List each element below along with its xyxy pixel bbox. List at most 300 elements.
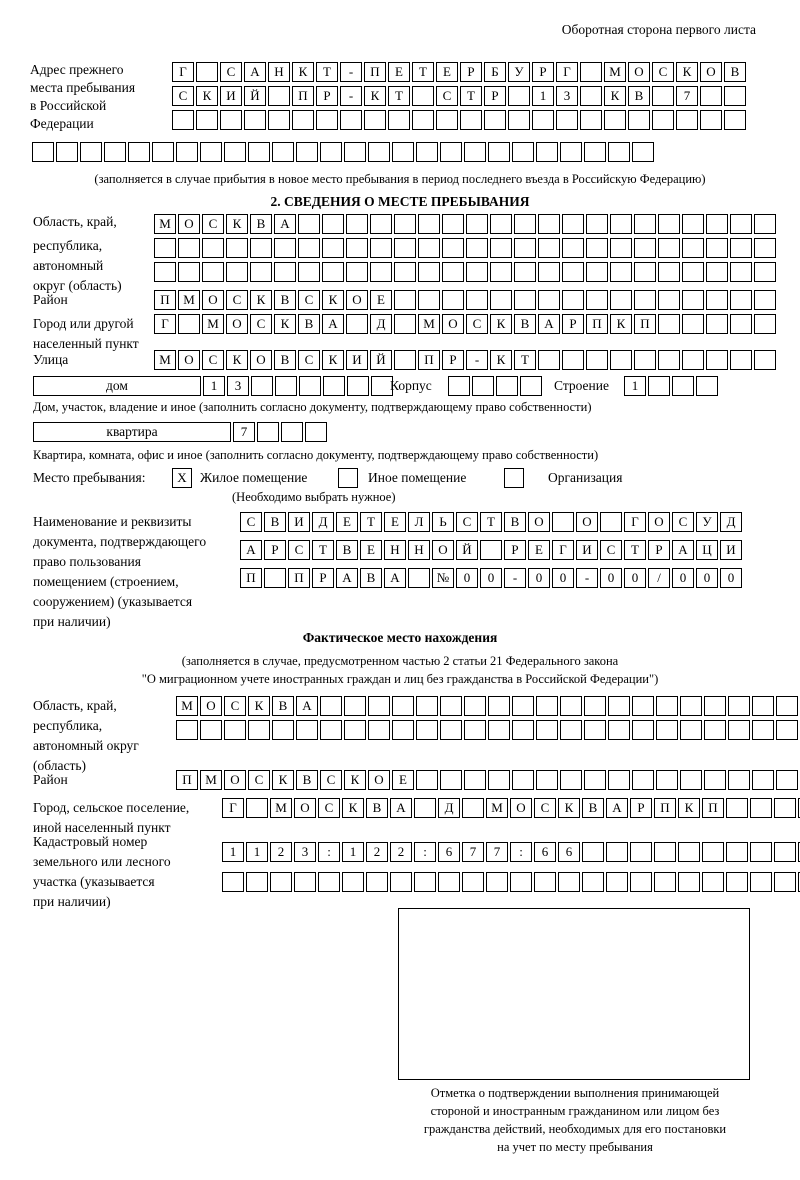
cell[interactable] — [250, 238, 272, 258]
cell[interactable]: О — [346, 290, 368, 310]
cell[interactable] — [630, 872, 652, 892]
cell[interactable]: 7 — [462, 842, 484, 862]
cell[interactable] — [538, 214, 560, 234]
cell[interactable] — [600, 512, 622, 532]
cell[interactable] — [346, 314, 368, 334]
cell[interactable] — [704, 696, 726, 716]
cell[interactable]: К — [250, 290, 272, 310]
cell[interactable] — [80, 142, 102, 162]
cell[interactable]: С — [250, 314, 272, 334]
checkbox-organizaciya[interactable] — [504, 468, 524, 488]
cell[interactable]: О — [250, 350, 272, 370]
cell[interactable]: К — [364, 86, 386, 106]
cell[interactable] — [512, 720, 534, 740]
cell[interactable]: Е — [528, 540, 550, 560]
cell[interactable]: - — [504, 568, 526, 588]
cell[interactable] — [682, 314, 704, 334]
cell[interactable] — [390, 872, 412, 892]
cell[interactable]: 3 — [227, 376, 249, 396]
cell[interactable] — [346, 238, 368, 258]
cell[interactable] — [730, 262, 752, 282]
cell[interactable]: 2 — [390, 842, 412, 862]
cell[interactable]: Р — [562, 314, 584, 334]
cell[interactable]: 1 — [342, 842, 364, 862]
cell[interactable] — [202, 238, 224, 258]
cell[interactable]: Д — [720, 512, 742, 532]
cell[interactable] — [680, 720, 702, 740]
cell[interactable] — [724, 86, 746, 106]
cell[interactable]: М — [200, 770, 222, 790]
cell[interactable]: Р — [630, 798, 652, 818]
cell[interactable] — [608, 720, 630, 740]
cell[interactable]: 0 — [552, 568, 574, 588]
cell[interactable] — [610, 238, 632, 258]
cell[interactable]: С — [172, 86, 194, 106]
cell[interactable] — [774, 872, 796, 892]
cell[interactable] — [658, 238, 680, 258]
cell[interactable] — [394, 214, 416, 234]
cell[interactable] — [178, 262, 200, 282]
cell[interactable] — [268, 110, 290, 130]
cell[interactable] — [323, 376, 345, 396]
cell[interactable]: А — [538, 314, 560, 334]
cell[interactable]: С — [320, 770, 342, 790]
cell[interactable] — [754, 314, 776, 334]
prev-address-row-4[interactable] — [32, 142, 656, 162]
cell[interactable] — [200, 142, 222, 162]
cell[interactable] — [610, 350, 632, 370]
region-row-2[interactable] — [154, 238, 778, 258]
cell[interactable] — [514, 290, 536, 310]
cell[interactable]: С — [202, 214, 224, 234]
cell[interactable] — [634, 238, 656, 258]
cell[interactable]: В — [250, 214, 272, 234]
cell[interactable] — [488, 142, 510, 162]
cell[interactable]: 3 — [556, 86, 578, 106]
cell[interactable] — [730, 214, 752, 234]
cell[interactable] — [582, 842, 604, 862]
cell[interactable]: Д — [370, 314, 392, 334]
cell[interactable]: Е — [388, 62, 410, 82]
cell[interactable]: Т — [624, 540, 646, 560]
cell[interactable] — [586, 290, 608, 310]
cell[interactable]: В — [582, 798, 604, 818]
cell[interactable] — [562, 290, 584, 310]
cell[interactable]: 6 — [534, 842, 556, 862]
cell[interactable]: К — [272, 770, 294, 790]
cell[interactable] — [442, 262, 464, 282]
cell[interactable]: С — [202, 350, 224, 370]
cell[interactable] — [512, 142, 534, 162]
cell[interactable] — [368, 696, 390, 716]
cell[interactable] — [298, 214, 320, 234]
cell[interactable] — [582, 872, 604, 892]
cell[interactable] — [608, 770, 630, 790]
cell[interactable] — [320, 720, 342, 740]
cell[interactable] — [347, 376, 369, 396]
cell[interactable] — [224, 720, 246, 740]
cell[interactable] — [700, 110, 722, 130]
cell[interactable] — [706, 290, 728, 310]
cell[interactable] — [257, 422, 279, 442]
cell[interactable] — [726, 842, 748, 862]
cell[interactable]: В — [366, 798, 388, 818]
cell[interactable] — [610, 262, 632, 282]
cell[interactable]: Е — [392, 770, 414, 790]
cell[interactable] — [32, 142, 54, 162]
cell[interactable] — [440, 720, 462, 740]
cell[interactable] — [752, 720, 774, 740]
cell[interactable] — [750, 798, 772, 818]
cell[interactable] — [606, 872, 628, 892]
cell[interactable] — [292, 110, 314, 130]
dom-cells[interactable] — [203, 376, 395, 396]
cell[interactable]: П — [240, 568, 262, 588]
cell[interactable] — [296, 720, 318, 740]
cell[interactable] — [412, 86, 434, 106]
cell[interactable] — [154, 238, 176, 258]
cell[interactable]: В — [264, 512, 286, 532]
cell[interactable] — [296, 142, 318, 162]
cell[interactable]: К — [490, 314, 512, 334]
cell[interactable] — [608, 696, 630, 716]
cell[interactable]: В — [336, 540, 358, 560]
cell[interactable] — [728, 770, 750, 790]
cell[interactable]: Т — [360, 512, 382, 532]
cell[interactable] — [726, 872, 748, 892]
cell[interactable]: О — [294, 798, 316, 818]
region-row-1[interactable] — [154, 214, 778, 234]
cell[interactable] — [634, 262, 656, 282]
cell[interactable]: Р — [312, 568, 334, 588]
cell[interactable] — [496, 376, 518, 396]
cell[interactable]: М — [154, 214, 176, 234]
cell[interactable] — [560, 720, 582, 740]
cell[interactable]: О — [226, 314, 248, 334]
cell[interactable] — [394, 314, 416, 334]
cell[interactable] — [658, 350, 680, 370]
cell[interactable]: С — [220, 62, 242, 82]
cell[interactable] — [364, 110, 386, 130]
cell[interactable] — [604, 110, 626, 130]
cell[interactable]: Н — [268, 62, 290, 82]
cell[interactable]: К — [604, 86, 626, 106]
cell[interactable] — [316, 110, 338, 130]
cell[interactable]: И — [720, 540, 742, 560]
cell[interactable] — [680, 770, 702, 790]
cell[interactable]: В — [274, 350, 296, 370]
cell[interactable]: У — [508, 62, 530, 82]
cell[interactable]: Ц — [696, 540, 718, 560]
al-region-row-2[interactable] — [176, 720, 800, 740]
cell[interactable] — [264, 568, 286, 588]
cell[interactable] — [486, 872, 508, 892]
cell[interactable]: Н — [384, 540, 406, 560]
cell[interactable]: Б — [484, 62, 506, 82]
cell[interactable]: П — [292, 86, 314, 106]
cell[interactable]: Е — [370, 290, 392, 310]
cell[interactable] — [678, 842, 700, 862]
cell[interactable]: Р — [504, 540, 526, 560]
cell[interactable] — [538, 262, 560, 282]
cell[interactable] — [752, 696, 774, 716]
cell[interactable] — [246, 872, 268, 892]
cell[interactable] — [368, 142, 390, 162]
cell[interactable] — [730, 238, 752, 258]
cell[interactable]: А — [244, 62, 266, 82]
cell[interactable] — [652, 110, 674, 130]
cell[interactable] — [606, 842, 628, 862]
cell[interactable] — [730, 350, 752, 370]
cell[interactable] — [730, 314, 752, 334]
cell[interactable] — [298, 262, 320, 282]
cell[interactable] — [272, 720, 294, 740]
cell[interactable] — [490, 290, 512, 310]
cell[interactable] — [754, 238, 776, 258]
cell[interactable]: П — [634, 314, 656, 334]
cell[interactable]: П — [176, 770, 198, 790]
cell[interactable] — [484, 110, 506, 130]
cell[interactable]: К — [676, 62, 698, 82]
cell[interactable] — [392, 696, 414, 716]
cell[interactable]: Н — [408, 540, 430, 560]
doc-row-2[interactable] — [240, 540, 744, 560]
cell[interactable] — [682, 350, 704, 370]
doc-row-1[interactable] — [240, 512, 744, 532]
cell[interactable]: Е — [336, 512, 358, 532]
cell[interactable] — [464, 142, 486, 162]
prev-address-row-2[interactable] — [172, 86, 748, 106]
cell[interactable] — [416, 720, 438, 740]
cell[interactable] — [298, 238, 320, 258]
cell[interactable]: В — [274, 290, 296, 310]
cell[interactable] — [654, 872, 676, 892]
cell[interactable]: 0 — [456, 568, 478, 588]
cell[interactable] — [584, 770, 606, 790]
cell[interactable]: И — [220, 86, 242, 106]
cell[interactable] — [251, 376, 273, 396]
cell[interactable] — [706, 314, 728, 334]
cell[interactable] — [268, 86, 290, 106]
cell[interactable] — [320, 142, 342, 162]
cell[interactable] — [442, 214, 464, 234]
cell[interactable]: Г — [556, 62, 578, 82]
cell[interactable]: 2 — [366, 842, 388, 862]
cell[interactable] — [222, 872, 244, 892]
cell[interactable]: 2 — [270, 842, 292, 862]
cell[interactable]: : — [414, 842, 436, 862]
cell[interactable] — [226, 262, 248, 282]
cell[interactable] — [726, 798, 748, 818]
cell[interactable]: А — [322, 314, 344, 334]
cell[interactable]: 0 — [624, 568, 646, 588]
kvartira-cells[interactable] — [233, 422, 329, 442]
cell[interactable]: П — [418, 350, 440, 370]
cell[interactable] — [464, 770, 486, 790]
cell[interactable]: 0 — [600, 568, 622, 588]
cell[interactable]: К — [226, 214, 248, 234]
cell[interactable] — [776, 770, 798, 790]
cell[interactable] — [580, 86, 602, 106]
cell[interactable] — [178, 238, 200, 258]
cell[interactable]: С — [226, 290, 248, 310]
cell[interactable]: С — [298, 350, 320, 370]
cell[interactable] — [418, 290, 440, 310]
cadastral-row-2[interactable] — [222, 872, 800, 892]
cell[interactable] — [658, 290, 680, 310]
cell[interactable]: 1 — [203, 376, 225, 396]
cell[interactable] — [704, 720, 726, 740]
cell[interactable] — [490, 214, 512, 234]
cell[interactable] — [706, 238, 728, 258]
cell[interactable] — [754, 290, 776, 310]
cell[interactable] — [466, 290, 488, 310]
cell[interactable]: Р — [264, 540, 286, 560]
cell[interactable] — [682, 290, 704, 310]
cell[interactable] — [442, 290, 464, 310]
cell[interactable] — [488, 696, 510, 716]
cell[interactable]: Г — [172, 62, 194, 82]
cell[interactable] — [128, 142, 150, 162]
cell[interactable] — [344, 696, 366, 716]
cell[interactable] — [346, 214, 368, 234]
cell[interactable] — [416, 770, 438, 790]
cell[interactable]: 1 — [222, 842, 244, 862]
cell[interactable]: И — [288, 512, 310, 532]
cell[interactable]: 0 — [672, 568, 694, 588]
cell[interactable]: В — [272, 696, 294, 716]
cell[interactable] — [680, 696, 702, 716]
cell[interactable] — [658, 262, 680, 282]
cell[interactable] — [652, 86, 674, 106]
cell[interactable]: М — [270, 798, 292, 818]
cell[interactable] — [538, 290, 560, 310]
cell[interactable] — [200, 720, 222, 740]
cell[interactable] — [418, 238, 440, 258]
cell[interactable]: С — [248, 770, 270, 790]
cell[interactable] — [490, 262, 512, 282]
cell[interactable] — [220, 110, 242, 130]
cell[interactable]: 6 — [438, 842, 460, 862]
cell[interactable]: 0 — [696, 568, 718, 588]
cell[interactable]: К — [490, 350, 512, 370]
cell[interactable] — [754, 262, 776, 282]
cell[interactable] — [176, 720, 198, 740]
cell[interactable] — [322, 262, 344, 282]
region-row-3[interactable] — [154, 262, 778, 282]
cell[interactable] — [752, 770, 774, 790]
cell[interactable] — [512, 770, 534, 790]
cell[interactable]: И — [576, 540, 598, 560]
cell[interactable] — [412, 110, 434, 130]
cell[interactable] — [586, 238, 608, 258]
cell[interactable] — [250, 262, 272, 282]
cell[interactable]: П — [288, 568, 310, 588]
cell[interactable]: С — [298, 290, 320, 310]
cell[interactable] — [466, 262, 488, 282]
cell[interactable] — [728, 720, 750, 740]
cell[interactable] — [370, 214, 392, 234]
cell[interactable] — [440, 142, 462, 162]
cell[interactable] — [682, 214, 704, 234]
cell[interactable]: Т — [412, 62, 434, 82]
cell[interactable] — [104, 142, 126, 162]
cell[interactable] — [370, 262, 392, 282]
cell[interactable] — [416, 142, 438, 162]
cell[interactable]: О — [178, 350, 200, 370]
cell[interactable] — [706, 350, 728, 370]
cell[interactable]: К — [344, 770, 366, 790]
cell[interactable] — [632, 142, 654, 162]
cell[interactable]: В — [298, 314, 320, 334]
cell[interactable] — [448, 376, 470, 396]
cell[interactable]: С — [240, 512, 262, 532]
cell[interactable] — [370, 238, 392, 258]
cell[interactable] — [682, 262, 704, 282]
cell[interactable]: Р — [484, 86, 506, 106]
cell[interactable] — [552, 512, 574, 532]
cell[interactable] — [366, 872, 388, 892]
cell[interactable]: В — [628, 86, 650, 106]
cell[interactable] — [440, 696, 462, 716]
cell[interactable]: С — [534, 798, 556, 818]
cell[interactable]: П — [654, 798, 676, 818]
cell[interactable] — [305, 422, 327, 442]
cell[interactable]: П — [586, 314, 608, 334]
cell[interactable] — [584, 696, 606, 716]
checkbox-zhiloe[interactable]: Х — [172, 468, 192, 488]
cell[interactable] — [658, 314, 680, 334]
cell[interactable] — [610, 214, 632, 234]
cell[interactable]: О — [432, 540, 454, 560]
cell[interactable] — [702, 872, 724, 892]
cell[interactable]: О — [368, 770, 390, 790]
cell[interactable] — [512, 696, 534, 716]
cell[interactable] — [560, 696, 582, 716]
cell[interactable]: А — [384, 568, 406, 588]
cell[interactable]: О — [576, 512, 598, 532]
cell[interactable] — [272, 142, 294, 162]
cell[interactable]: О — [224, 770, 246, 790]
cell[interactable] — [466, 214, 488, 234]
cell[interactable]: С — [466, 314, 488, 334]
cell[interactable] — [754, 350, 776, 370]
cell[interactable]: С — [288, 540, 310, 560]
cell[interactable] — [414, 798, 436, 818]
cell[interactable]: Т — [312, 540, 334, 560]
cell[interactable]: М — [486, 798, 508, 818]
cell[interactable]: 1 — [532, 86, 554, 106]
cell[interactable]: А — [296, 696, 318, 716]
cell[interactable] — [274, 238, 296, 258]
cell[interactable]: К — [322, 290, 344, 310]
cell[interactable]: Й — [244, 86, 266, 106]
cell[interactable] — [514, 262, 536, 282]
cell[interactable]: Г — [154, 314, 176, 334]
cell[interactable] — [270, 872, 292, 892]
cell[interactable]: И — [346, 350, 368, 370]
cell[interactable]: Й — [456, 540, 478, 560]
district-row[interactable] — [154, 290, 778, 310]
cell[interactable]: Р — [316, 86, 338, 106]
cell[interactable]: / — [648, 568, 670, 588]
cell[interactable]: М — [604, 62, 626, 82]
cell[interactable]: К — [292, 62, 314, 82]
cell[interactable] — [584, 142, 606, 162]
cell[interactable]: В — [514, 314, 536, 334]
cell[interactable] — [299, 376, 321, 396]
cell[interactable] — [224, 142, 246, 162]
